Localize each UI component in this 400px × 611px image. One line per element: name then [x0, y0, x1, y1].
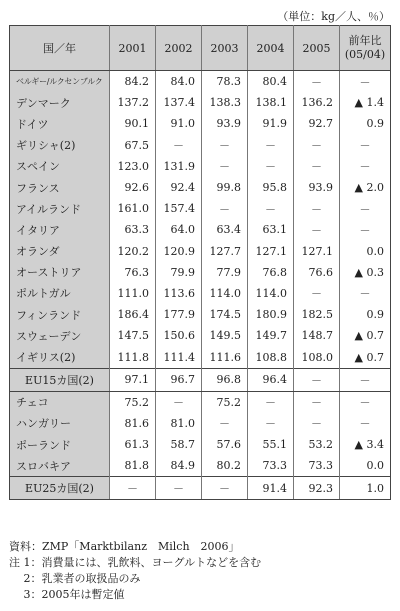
aggregate-row [10, 368, 391, 391]
milk-consumption-table [9, 25, 391, 500]
value-cell: － [202, 135, 248, 156]
change-cell: 0.0 [366, 459, 384, 473]
value-cell: 57.6 [202, 434, 248, 455]
value-cell: 113.6 [156, 283, 202, 304]
value-cell: 79.9 [156, 262, 202, 283]
country-row [10, 434, 391, 455]
value-cell: － [248, 413, 294, 434]
value-cell: 58.7 [156, 434, 202, 455]
change-cell: ▲ 2.0 [354, 181, 384, 195]
value-cell: 120.2 [110, 241, 156, 262]
value-cell: 111.8 [110, 346, 156, 368]
value-cell: 96.7 [156, 368, 202, 391]
value-cell: 92.7 [294, 113, 340, 134]
country-name: ギリシャ(2) [10, 135, 110, 156]
value-cell: － [156, 391, 202, 413]
country-row [10, 135, 391, 156]
value-cell: 81.8 [110, 455, 156, 477]
value-cell: － [202, 477, 248, 500]
value-cell: 84.9 [156, 455, 202, 477]
country-name: アイルランド [10, 198, 110, 219]
value-cell: 111.6 [202, 346, 248, 368]
value-cell: － [294, 391, 340, 413]
country-row [10, 71, 391, 93]
header-row [10, 26, 391, 71]
value-cell: 93.9 [294, 177, 340, 198]
value-cell: 138.3 [202, 92, 248, 113]
header-year: 2002 [156, 26, 202, 71]
change-cell: － [359, 160, 371, 174]
value-cell: － [202, 156, 248, 177]
value-cell: 63.4 [202, 219, 248, 240]
value-cell: 75.2 [202, 391, 248, 413]
value-cell: － [294, 283, 340, 304]
country-row [10, 177, 391, 198]
change-cell: ▲ 3.4 [354, 438, 384, 452]
change-cell: － [359, 202, 371, 216]
value-cell: 67.5 [110, 135, 156, 156]
header-year: 2004 [248, 26, 294, 71]
value-cell: 84.0 [156, 71, 202, 93]
value-cell: － [294, 413, 340, 434]
change-cell: － [359, 223, 371, 237]
change-cell: － [359, 139, 371, 153]
value-cell: 99.8 [202, 177, 248, 198]
change-cell: ▲ 1.4 [354, 96, 384, 110]
change-cell: 1.0 [340, 477, 391, 500]
value-cell: 108.8 [248, 346, 294, 368]
value-cell: 138.1 [248, 92, 294, 113]
country-name: スウェーデン [10, 325, 110, 346]
value-cell: 91.9 [248, 113, 294, 134]
country-row [10, 219, 391, 240]
country-row [10, 325, 391, 346]
value-cell: 92.3 [294, 477, 340, 500]
value-cell: 53.2 [294, 434, 340, 455]
value-cell: 136.2 [294, 92, 340, 113]
value-cell: 91.4 [248, 477, 294, 500]
note-1: 注 1：消費量には、乳飲料、ヨーグルトなどを含む [9, 556, 262, 569]
country-name: ハンガリー [10, 413, 110, 434]
country-name: チェコ [10, 391, 110, 413]
country-name: スロバキア [10, 455, 110, 477]
value-cell: 92.4 [156, 177, 202, 198]
country-name: EU25カ国(2) [10, 477, 110, 500]
change-cell: － [359, 75, 371, 89]
country-name: フィンランド [10, 304, 110, 325]
country-name: ポルトガル [10, 283, 110, 304]
value-cell: 90.1 [110, 113, 156, 134]
value-cell: 75.2 [110, 391, 156, 413]
value-cell: 108.0 [294, 346, 340, 368]
country-row [10, 156, 391, 177]
value-cell: 93.9 [202, 113, 248, 134]
header-change-line2: (05/04) [344, 48, 386, 61]
change-cell: 0.9 [366, 308, 384, 322]
value-cell: 123.0 [110, 156, 156, 177]
header-year: 2003 [202, 26, 248, 71]
country-name: フランス [10, 177, 110, 198]
country-name: デンマーク [10, 92, 110, 113]
value-cell: 174.5 [202, 304, 248, 325]
country-row [10, 92, 391, 113]
header-change-line1: 前年比 [348, 34, 382, 47]
value-cell: 137.2 [110, 92, 156, 113]
change-cell: 0.0 [366, 244, 384, 258]
unit-note: （単位：kg／人、％） [277, 10, 390, 23]
country-row [10, 346, 391, 368]
country-name: オランダ [10, 241, 110, 262]
country-name: ベルギー/ルクセンブルク [10, 71, 110, 93]
header-change [340, 26, 391, 71]
country-row [10, 283, 391, 304]
value-cell: 92.6 [110, 177, 156, 198]
value-cell: 131.9 [156, 156, 202, 177]
value-cell: － [248, 198, 294, 219]
value-cell: 137.4 [156, 92, 202, 113]
value-cell: 127.7 [202, 241, 248, 262]
aggregate-row [10, 477, 391, 500]
value-cell: 81.0 [156, 413, 202, 434]
value-cell: 149.7 [248, 325, 294, 346]
country-name: イギリス(2) [10, 346, 110, 368]
country-name: ドイツ [10, 113, 110, 134]
country-row [10, 262, 391, 283]
header-year: 2005 [294, 26, 340, 71]
value-cell: － [156, 477, 202, 500]
value-cell: － [110, 477, 156, 500]
country-name: オーストリア [10, 262, 110, 283]
value-cell: － [156, 135, 202, 156]
value-cell: 180.9 [248, 304, 294, 325]
value-cell: － [202, 198, 248, 219]
notes [9, 539, 261, 603]
value-cell: 182.5 [294, 304, 340, 325]
value-cell: 97.1 [110, 368, 156, 391]
value-cell: 64.0 [156, 219, 202, 240]
value-cell: － [294, 156, 340, 177]
value-cell: 120.9 [156, 241, 202, 262]
change-cell: 0.9 [366, 117, 384, 131]
note-3: 3：2005年は暫定値 [9, 588, 125, 601]
value-cell: － [294, 219, 340, 240]
header-country-year: 国／年 [10, 26, 110, 71]
value-cell: 76.8 [248, 262, 294, 283]
value-cell: 114.0 [202, 283, 248, 304]
value-cell: 96.8 [202, 368, 248, 391]
country-row [10, 304, 391, 325]
value-cell: 149.5 [202, 325, 248, 346]
value-cell: 80.2 [202, 455, 248, 477]
country-name: EU15カ国(2) [10, 368, 110, 391]
value-cell: 78.3 [202, 71, 248, 93]
value-cell: － [294, 368, 340, 391]
change-cell: ▲ 0.7 [354, 329, 384, 343]
value-cell: 157.4 [156, 198, 202, 219]
value-cell: 150.6 [156, 325, 202, 346]
change-cell: － [359, 417, 371, 431]
value-cell: － [248, 391, 294, 413]
value-cell: － [202, 413, 248, 434]
value-cell: 61.3 [110, 434, 156, 455]
value-cell: 73.3 [248, 455, 294, 477]
country-name: ポーランド [10, 434, 110, 455]
value-cell: － [294, 71, 340, 93]
value-cell: 148.7 [294, 325, 340, 346]
value-cell: 84.2 [110, 71, 156, 93]
country-row [10, 413, 391, 434]
value-cell: 161.0 [110, 198, 156, 219]
change-cell: ▲ 0.7 [354, 350, 384, 364]
note-2: 2：乳業者の取扱品のみ [9, 572, 141, 585]
value-cell: 177.9 [156, 304, 202, 325]
value-cell: 55.1 [248, 434, 294, 455]
value-cell: 63.3 [110, 219, 156, 240]
change-cell: － [359, 287, 371, 301]
value-cell: 77.9 [202, 262, 248, 283]
country-row [10, 198, 391, 219]
change-cell: － [340, 368, 391, 391]
country-name: スペイン [10, 156, 110, 177]
value-cell: 95.8 [248, 177, 294, 198]
country-row [10, 455, 391, 477]
value-cell: － [294, 135, 340, 156]
header-year: 2001 [110, 26, 156, 71]
value-cell: 91.0 [156, 113, 202, 134]
change-cell: ▲ 0.3 [354, 265, 384, 279]
value-cell: 111.4 [156, 346, 202, 368]
note-source: 資料：ZMP「Marktbilanz Milch 2006」 [9, 540, 240, 553]
value-cell: 114.0 [248, 283, 294, 304]
value-cell: 96.4 [248, 368, 294, 391]
value-cell: 127.1 [294, 241, 340, 262]
value-cell: － [248, 156, 294, 177]
value-cell: 63.1 [248, 219, 294, 240]
value-cell: 76.6 [294, 262, 340, 283]
country-row [10, 391, 391, 413]
value-cell: 80.4 [248, 71, 294, 93]
value-cell: 76.3 [110, 262, 156, 283]
country-name: イタリア [10, 219, 110, 240]
value-cell: 81.6 [110, 413, 156, 434]
value-cell: － [294, 198, 340, 219]
value-cell: 147.5 [110, 325, 156, 346]
value-cell: 186.4 [110, 304, 156, 325]
value-cell: 111.0 [110, 283, 156, 304]
change-cell: － [359, 396, 371, 410]
value-cell: － [248, 135, 294, 156]
country-row [10, 113, 391, 134]
value-cell: 127.1 [248, 241, 294, 262]
country-row [10, 241, 391, 262]
value-cell: 73.3 [294, 455, 340, 477]
